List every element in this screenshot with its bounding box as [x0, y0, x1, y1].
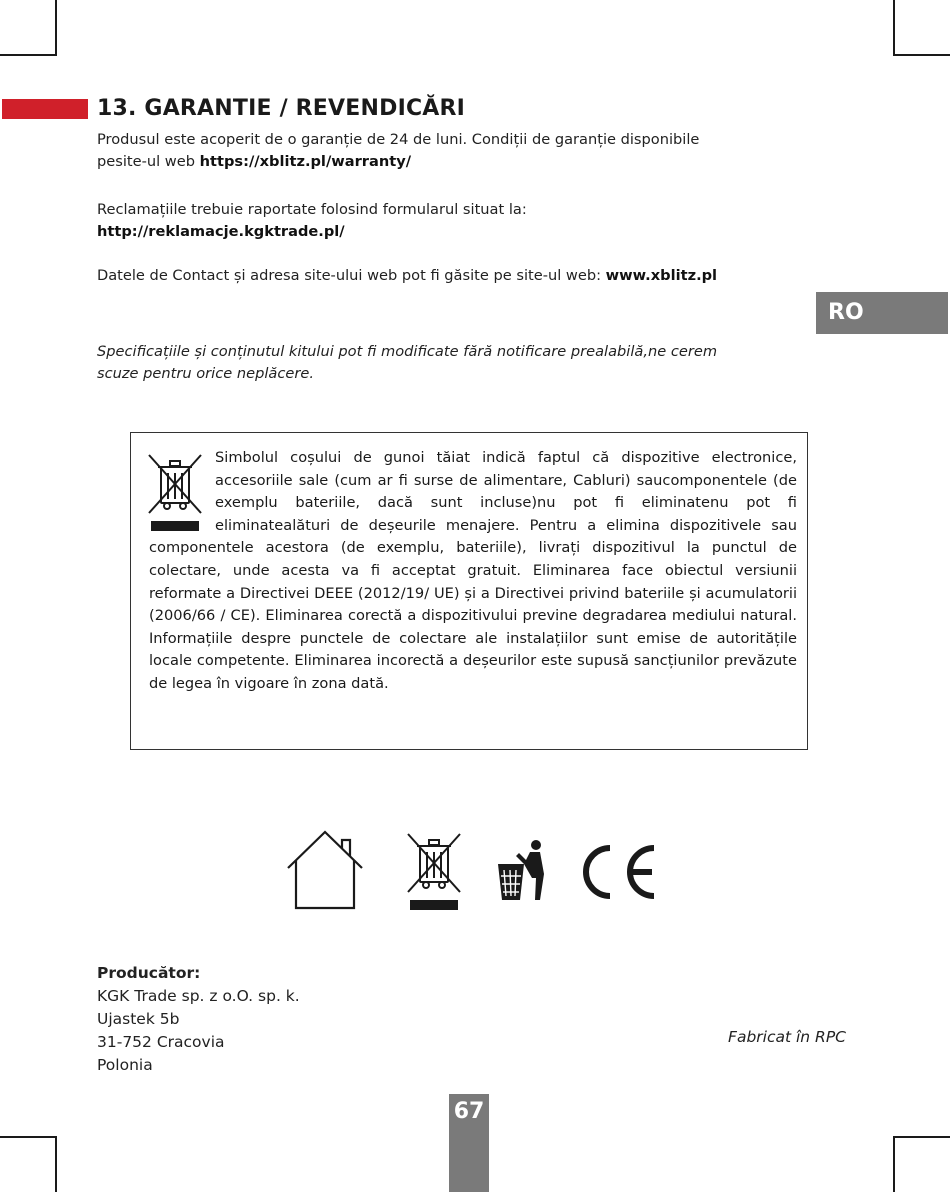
language-tab: RO [816, 292, 948, 334]
notice-line-2: scuze pentru orice neplăcere. [97, 365, 314, 382]
warranty-link[interactable]: https://xblitz.pl/warranty/ [199, 153, 412, 170]
producer-city: 31-752 Cracovia [97, 1033, 225, 1051]
complaints-link[interactable]: http://reklamacje.kgktrade.pl/ [97, 223, 345, 240]
warranty-line-1: Produsul este acoperit de o garanție de 24 de luni. Condiții de garanție disponibile [97, 131, 700, 148]
complaints-line: Reclamațiile trebuie raportate folosind formularul situat la: [97, 201, 527, 218]
ce-mark-icon [574, 842, 658, 902]
icon-spacer [149, 447, 215, 533]
section-accent-bar [2, 99, 88, 119]
crop-mark-bottom-left [0, 1136, 57, 1192]
contact-link[interactable]: www.xblitz.pl [605, 267, 718, 284]
complaints-paragraph [97, 199, 527, 243]
crossed-bin-icon [404, 830, 464, 912]
crop-mark-top-right [893, 0, 950, 56]
producer-street: Ujastek 5b [97, 1010, 180, 1028]
weee-text: Simbolul coșului de gunoi tăiat indică faptul că dispozitive electronice, accesoriile sale (cum ar fi surse de alimentare, Cabluri) saucomponentele (de exemplu bateriile, dacă sunt incluse)nu pot fi eliminatenu pot fi eliminatealături de deșeurile menajere. Pentru a elimina dispozitivele sau componentele acestora (de exemplu, bateriile), livrați dispozitivul la punctul de colectare, unde acesta va fi acceptat gratuit. Eliminarea face obiectul versiunii reformate a Directivei DEEE (2012/19/ UE) și a Directivei privind bateriile și acumulatorii (2006/66 / CE). Eliminarea corectă a dispozitivului previne degradarea mediului natural. Informațiile despre punctele de colectare ale instalațiilor sunt emise de autoritățile locale competente. Eliminarea incorectă a deșeurilor este supusă sancțiunilor prevăzute de legea în vigoare în zona dată. [149, 449, 797, 692]
warranty-line-2 [97, 151, 699, 173]
section-heading: 13. GARANTIE / REVENDICĂRI [97, 96, 466, 121]
compliance-icons [280, 828, 660, 918]
notice-line-1: Specificațiile și conținutul kitului pot fi modificate fără notificare prealabilă,ne cerem [97, 343, 718, 360]
crop-mark-bottom-right [893, 1136, 950, 1192]
contact-text: Datele de Contact și adresa site-ului web pot fi găsite pe site-ul web: [97, 267, 606, 284]
warranty-line-2-prefix: pesite-ul web [97, 153, 200, 170]
tidy-man-icon [494, 838, 548, 902]
weee-info-box [130, 432, 808, 750]
producer-info [97, 962, 300, 1077]
producer-company: KGK Trade sp. z o.O. sp. k. [97, 987, 300, 1005]
disclaimer-notice [97, 341, 717, 385]
producer-label: Producător: [97, 964, 201, 982]
page-number: 67 [453, 1099, 485, 1124]
weee-text-block [149, 447, 797, 696]
crop-mark-top-left [0, 0, 57, 56]
made-in-label: Fabricat în RPC [728, 1028, 846, 1046]
contact-paragraph [97, 265, 717, 287]
indoor-use-icon [284, 828, 366, 910]
warranty-paragraph [97, 129, 699, 173]
producer-country: Polonia [97, 1056, 153, 1074]
